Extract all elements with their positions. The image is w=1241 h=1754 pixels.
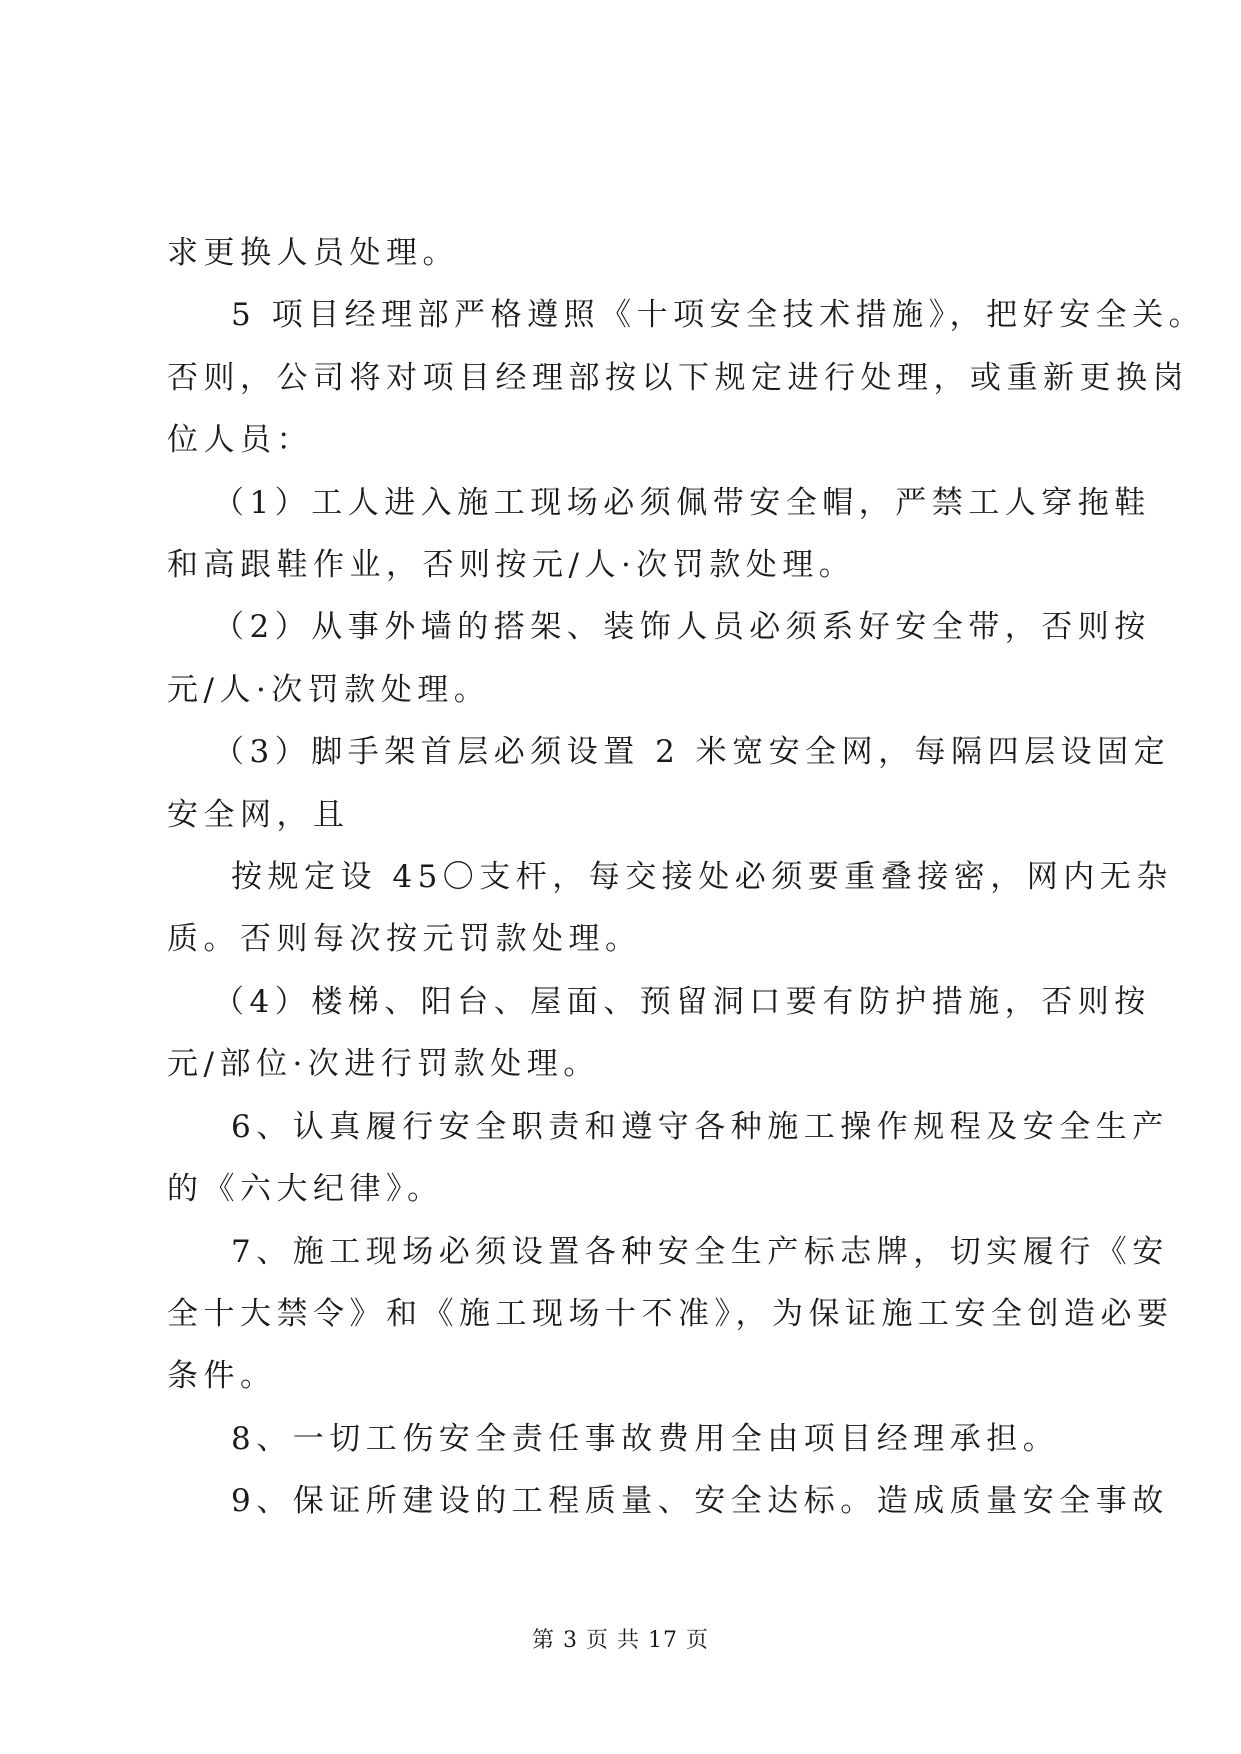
text-line: 安全网，且 xyxy=(167,796,350,833)
text-line: （3）脚手架首层必须设置 2 米宽安全网，每隔四层设固定 xyxy=(213,734,1171,771)
text-line: 否则，公司将对项目经理部按以下规定进行处理，或重新更换岗 xyxy=(167,359,1189,396)
text-line: 5 项目经理部严格遵照《十项安全技术措施》，把好安全关。 xyxy=(231,297,1206,334)
document-body xyxy=(167,222,1206,1533)
text-line: 的《六大纪律》。 xyxy=(167,1171,444,1208)
text-line: 元/部位·次进行罚款处理。 xyxy=(167,1046,600,1083)
text-line: 和高跟鞋作业，否则按元/人·次罚款处理。 xyxy=(167,547,856,584)
text-line: 求更换人员处理。 xyxy=(167,235,459,271)
page-number-footer: 第 3 页 共 17 页 xyxy=(532,1628,709,1653)
text-line: （1）工人进入施工现场必须佩带安全帽，严禁工人穿拖鞋 xyxy=(213,484,1151,521)
text-line: 全十大禁令》和《施工现场十不准》，为保证施工安全创造必要 xyxy=(167,1295,1174,1332)
text-line: 质。否则每次按元罚款处理。 xyxy=(167,921,642,958)
text-block xyxy=(167,222,1206,1533)
text-line: 9、保证所建设的工程质量、安全达标。造成质量安全事故 xyxy=(231,1483,1169,1520)
text-line: 位人员： xyxy=(167,422,313,459)
text-line: （4）楼梯、阳台、屋面、预留洞口要有防护措施，否则按 xyxy=(213,983,1151,1020)
text-line: 8、一切工伤安全责任事故费用全由项目经理承担。 xyxy=(231,1420,1060,1457)
text-line: 元/人·次罚款处理。 xyxy=(167,671,491,708)
text-line: （2）从事外墙的搭架、装饰人员必须系好安全带，否则按 xyxy=(213,609,1151,646)
text-line: 6、认真履行安全职责和遵守各种施工操作规程及安全生产 xyxy=(231,1108,1169,1145)
text-line: 7、施工现场必须设置各种安全生产标志牌，切实履行《安 xyxy=(231,1233,1169,1270)
text-line: 条件。 xyxy=(167,1358,277,1395)
text-line: 按规定设 45〇支杆，每交接处必须要重叠接密，网内无杂 xyxy=(231,859,1173,896)
